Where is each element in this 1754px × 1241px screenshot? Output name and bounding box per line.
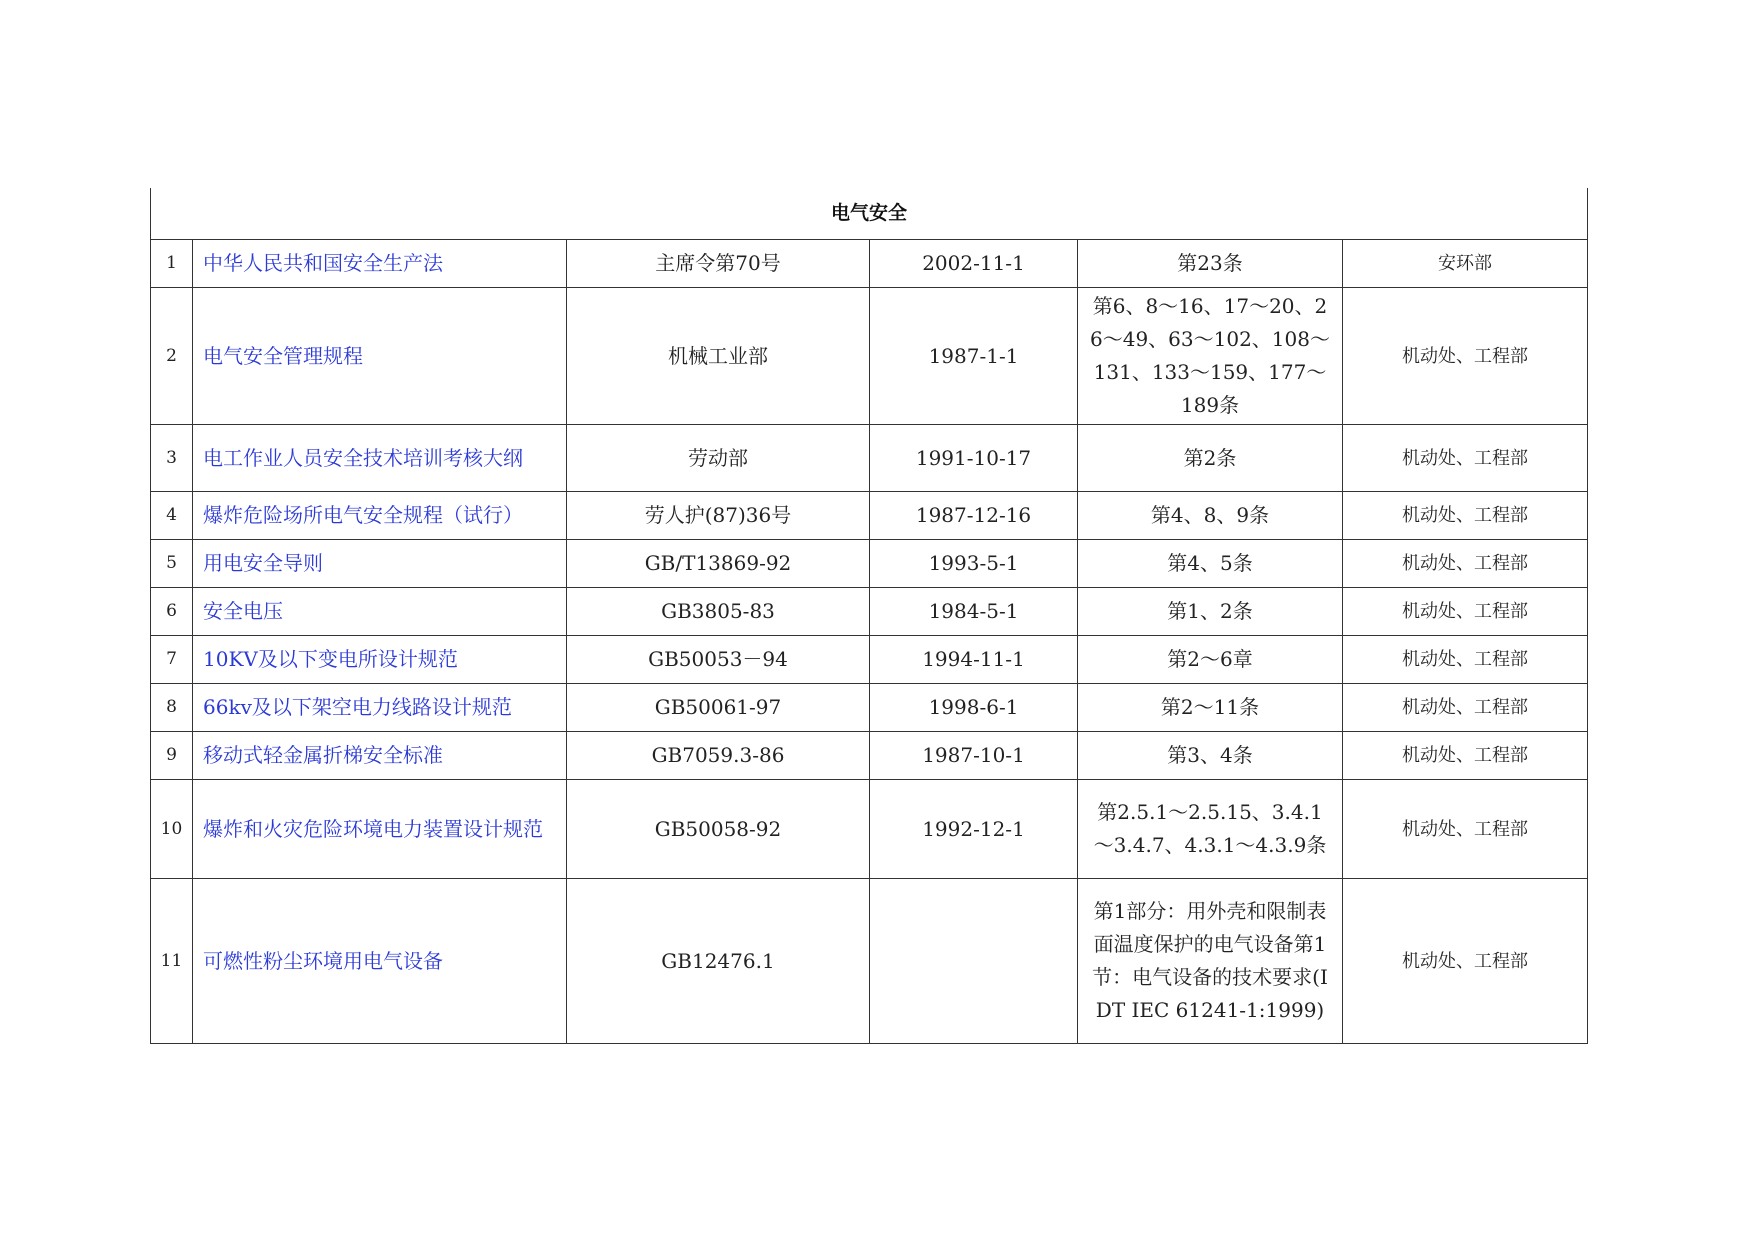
row-number: 3 — [151, 425, 193, 492]
row-number: 6 — [151, 588, 193, 636]
regulation-name-link[interactable]: 用电安全导则 — [193, 540, 567, 588]
regulations-sheet — [150, 188, 1587, 1044]
regulation-name-link[interactable]: 66kv及以下架空电力线路设计规范 — [193, 684, 567, 732]
effective-date-cell: 1998-6-1 — [870, 684, 1078, 732]
department-cell: 机动处、工程部 — [1343, 288, 1588, 425]
regulations-table — [150, 188, 1588, 1044]
clauses-cell: 第2条 — [1078, 425, 1343, 492]
issuer-cell: GB50061-97 — [567, 684, 870, 732]
department-cell: 机动处、工程部 — [1343, 732, 1588, 780]
row-number: 5 — [151, 540, 193, 588]
regulation-name-link[interactable]: 电工作业人员安全技术培训考核大纲 — [193, 425, 567, 492]
department-cell: 机动处、工程部 — [1343, 780, 1588, 879]
regulation-name-link[interactable]: 10KV及以下变电所设计规范 — [193, 636, 567, 684]
department-cell: 机动处、工程部 — [1343, 684, 1588, 732]
department-cell: 机动处、工程部 — [1343, 540, 1588, 588]
clauses-cell: 第1部分：用外壳和限制表面温度保护的电气设备第1节：电气设备的技术要求(IDT IEC 61241-1:1999) — [1078, 879, 1343, 1044]
effective-date-cell: 2002-11-1 — [870, 240, 1078, 288]
table-row — [151, 588, 1588, 636]
effective-date-cell: 1993-5-1 — [870, 540, 1078, 588]
effective-date-cell: 1987-1-1 — [870, 288, 1078, 425]
row-number: 8 — [151, 684, 193, 732]
clauses-cell: 第3、4条 — [1078, 732, 1343, 780]
department-cell: 机动处、工程部 — [1343, 492, 1588, 540]
table-row — [151, 636, 1588, 684]
effective-date-cell — [870, 879, 1078, 1044]
table-row — [151, 684, 1588, 732]
effective-date-cell: 1992-12-1 — [870, 780, 1078, 879]
regulation-name-link[interactable]: 电气安全管理规程 — [193, 288, 567, 425]
department-cell: 机动处、工程部 — [1343, 636, 1588, 684]
issuer-cell: GB50053－94 — [567, 636, 870, 684]
issuer-cell: GB7059.3-86 — [567, 732, 870, 780]
department-cell: 安环部 — [1343, 240, 1588, 288]
clauses-cell: 第2～11条 — [1078, 684, 1343, 732]
department-cell: 机动处、工程部 — [1343, 425, 1588, 492]
row-number: 1 — [151, 240, 193, 288]
table-row — [151, 288, 1588, 425]
regulation-name-link[interactable]: 安全电压 — [193, 588, 567, 636]
section-title-row — [151, 188, 1588, 240]
issuer-cell: 主席令第70号 — [567, 240, 870, 288]
regulation-name-link[interactable]: 移动式轻金属折梯安全标准 — [193, 732, 567, 780]
effective-date-cell: 1994-11-1 — [870, 636, 1078, 684]
clauses-cell: 第2.5.1～2.5.15、3.4.1～3.4.7、4.3.1～4.3.9条 — [1078, 780, 1343, 879]
table-row — [151, 425, 1588, 492]
regulation-name-link[interactable]: 爆炸和火灾危险环境电力装置设计规范 — [193, 780, 567, 879]
issuer-cell: GB/T13869-92 — [567, 540, 870, 588]
clauses-cell: 第1、2条 — [1078, 588, 1343, 636]
issuer-cell: GB3805-83 — [567, 588, 870, 636]
issuer-cell: GB12476.1 — [567, 879, 870, 1044]
effective-date-cell: 1987-10-1 — [870, 732, 1078, 780]
table-row — [151, 780, 1588, 879]
row-number: 7 — [151, 636, 193, 684]
clauses-cell: 第6、8～16、17～20、26～49、63～102、108～131、133～159、177～189条 — [1078, 288, 1343, 425]
clauses-cell: 第23条 — [1078, 240, 1343, 288]
clauses-cell: 第2～6章 — [1078, 636, 1343, 684]
regulation-name-link[interactable]: 可燃性粉尘环境用电气设备 — [193, 879, 567, 1044]
row-number: 2 — [151, 288, 193, 425]
row-number: 9 — [151, 732, 193, 780]
clauses-cell: 第4、5条 — [1078, 540, 1343, 588]
table-row — [151, 879, 1588, 1044]
issuer-cell: 劳动部 — [567, 425, 870, 492]
table-row — [151, 540, 1588, 588]
issuer-cell: 劳人护(87)36号 — [567, 492, 870, 540]
clauses-cell: 第4、8、9条 — [1078, 492, 1343, 540]
effective-date-cell: 1987-12-16 — [870, 492, 1078, 540]
department-cell: 机动处、工程部 — [1343, 588, 1588, 636]
table-row — [151, 492, 1588, 540]
effective-date-cell: 1991-10-17 — [870, 425, 1078, 492]
row-number: 4 — [151, 492, 193, 540]
row-number: 11 — [151, 879, 193, 1044]
table-row — [151, 240, 1588, 288]
row-number: 10 — [151, 780, 193, 879]
regulation-name-link[interactable]: 爆炸危险场所电气安全规程（试行） — [193, 492, 567, 540]
issuer-cell: 机械工业部 — [567, 288, 870, 425]
section-title: 电气安全 — [151, 188, 1588, 240]
effective-date-cell: 1984-5-1 — [870, 588, 1078, 636]
table-row — [151, 732, 1588, 780]
issuer-cell: GB50058-92 — [567, 780, 870, 879]
regulation-name-link[interactable]: 中华人民共和国安全生产法 — [193, 240, 567, 288]
department-cell: 机动处、工程部 — [1343, 879, 1588, 1044]
